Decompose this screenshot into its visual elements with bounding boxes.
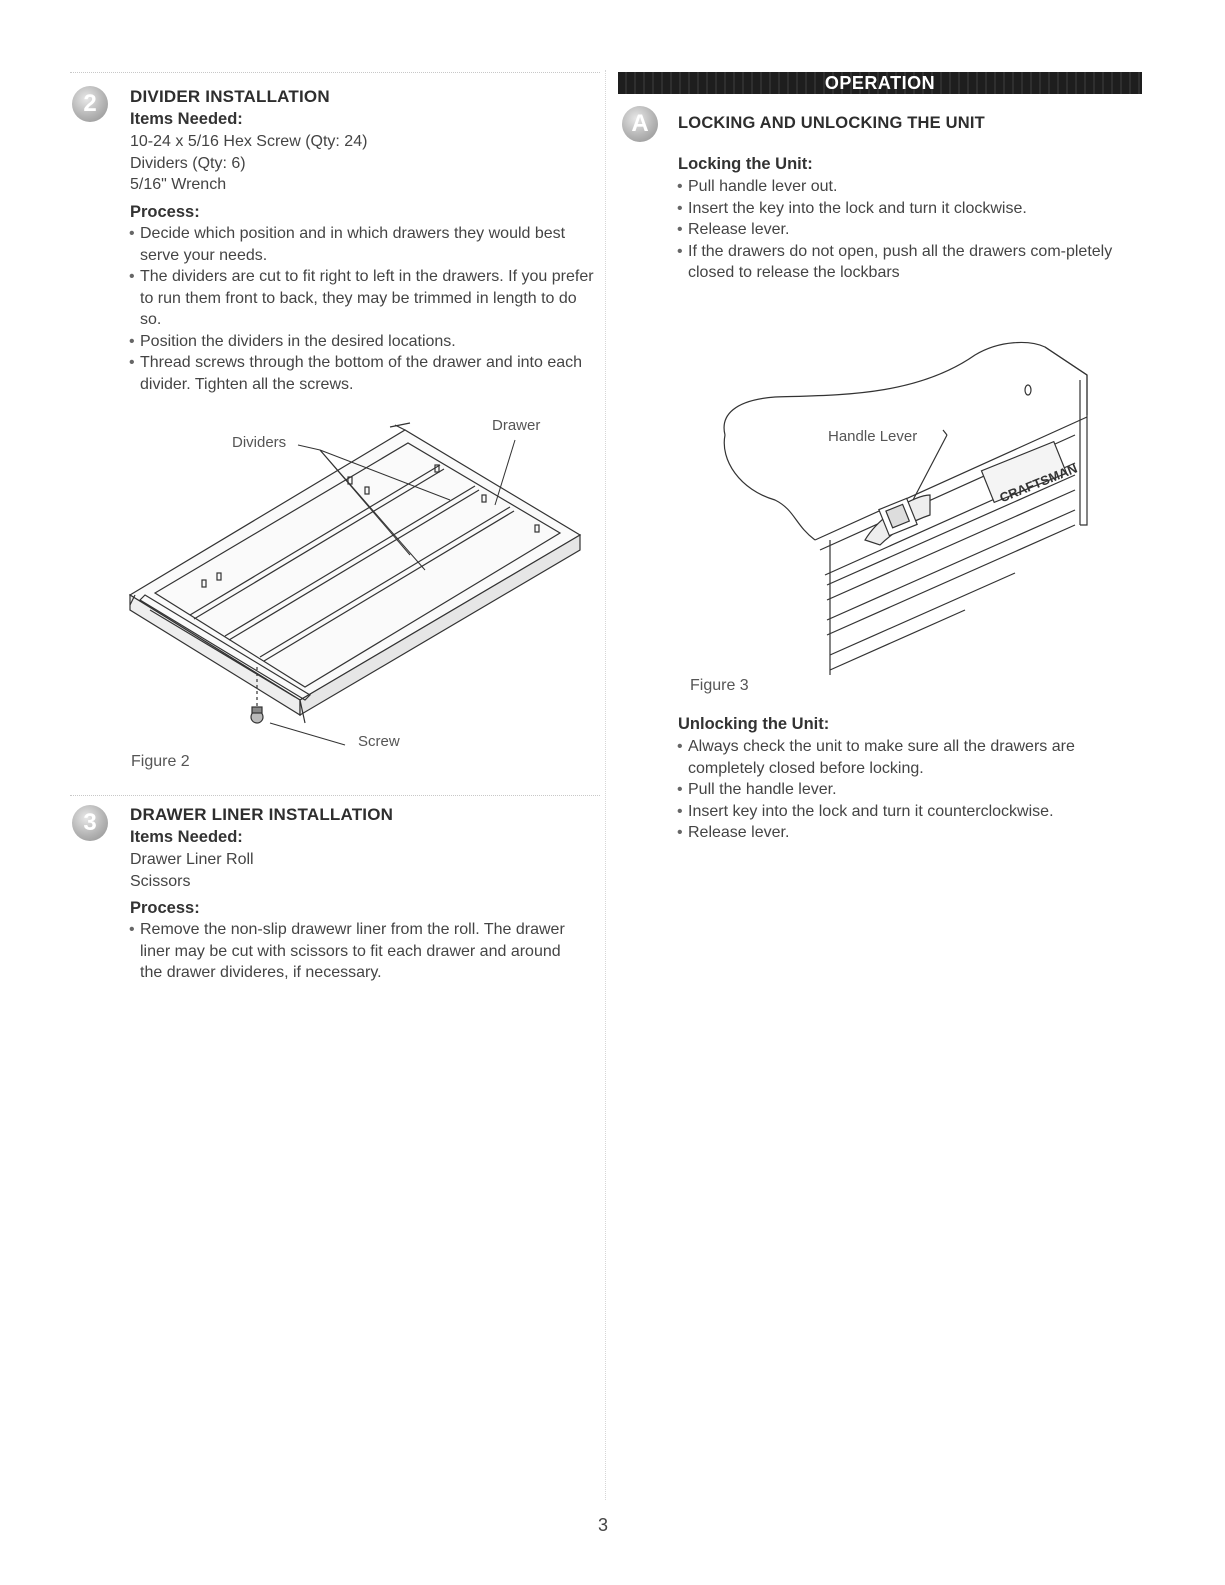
divider-items-heading: Items Needed:	[130, 110, 243, 128]
list-item: • Position the dividers in the desired locations.	[129, 331, 597, 353]
list-item: • Thread screws through the bottom of the drawer and into each divider. Tighten all the screws.	[129, 352, 597, 395]
step-badge-2: 2	[72, 86, 108, 122]
section-rule	[70, 795, 600, 796]
liner-process-heading: Process:	[130, 899, 200, 917]
divider-title: DIVIDER INSTALLATION	[130, 87, 330, 106]
list-item: • Insert key into the lock and turn it counterclockwise.	[677, 801, 1127, 823]
column-divider	[605, 70, 606, 1500]
step-badge-3: 3	[72, 805, 108, 841]
divider-items-list	[130, 131, 590, 196]
top-rule	[70, 72, 600, 73]
unlocking-steps-list	[677, 736, 1127, 844]
label-screw: Screw	[358, 733, 400, 750]
list-item: • Release lever.	[677, 822, 1127, 844]
figure-2-caption: Figure 2	[131, 753, 190, 770]
list-item: • Always check the unit to make sure all the drawers are completely closed before locking.	[677, 736, 1127, 779]
operation-banner: OPERATION	[618, 72, 1142, 94]
brand-logo: CRAFTSMAN	[997, 460, 1080, 506]
label-handle-lever: Handle Lever	[828, 428, 918, 445]
figure-3-handle-illustration	[715, 335, 1100, 680]
liner-process-list	[129, 919, 579, 984]
figure-3-caption: Figure 3	[690, 677, 749, 694]
liner-title: DRAWER LINER INSTALLATION	[130, 805, 394, 824]
step-badge-a: A	[622, 106, 658, 142]
list-item: • Pull the handle lever.	[677, 779, 1127, 801]
locking-heading: Locking the Unit:	[678, 155, 813, 173]
divider-process-list	[129, 223, 597, 395]
label-dividers: Dividers	[232, 434, 287, 451]
item-text: Scissors	[130, 872, 191, 890]
list-item: • Release lever.	[677, 219, 1117, 241]
liner-items-heading: Items Needed:	[130, 828, 243, 846]
locking-section-title: LOCKING AND UNLOCKING THE UNIT	[678, 114, 985, 132]
item-text: 5/16" Wrench	[130, 176, 227, 193]
list-item: • If the drawers do not open, push all the drawers com-pletely closed to release the lockbars	[677, 241, 1117, 284]
list-item: • Remove the non-slip drawewr liner from the roll. The drawer liner may be cut with scissors to fit each drawer and around the drawer divideres, if necessary.	[129, 919, 579, 984]
liner-items-list	[130, 849, 590, 892]
divider-process-heading: Process:	[130, 203, 200, 221]
unlocking-heading: Unlocking the Unit:	[678, 715, 830, 733]
item-text: Drawer Liner Roll	[130, 851, 254, 868]
page-number: 3	[598, 1515, 609, 1535]
list-item: • The dividers are cut to fit right to left in the drawers. If you prefer to run them front to back, they may be trimmed in length to do so.	[129, 266, 597, 331]
locking-steps-list	[677, 176, 1117, 284]
figure-2-drawer-illustration	[120, 405, 600, 760]
list-item: • Decide which position and in which drawers they would best serve your needs.	[129, 223, 597, 266]
label-drawer: Drawer	[492, 417, 541, 434]
list-item: • Insert the key into the lock and turn it clockwise.	[677, 198, 1117, 220]
item-text: 10-24 x 5/16 Hex Screw (Qty: 24)	[130, 133, 368, 150]
list-item: • Pull handle lever out.	[677, 176, 1117, 198]
item-text: Dividers (Qty: 6)	[130, 154, 246, 172]
